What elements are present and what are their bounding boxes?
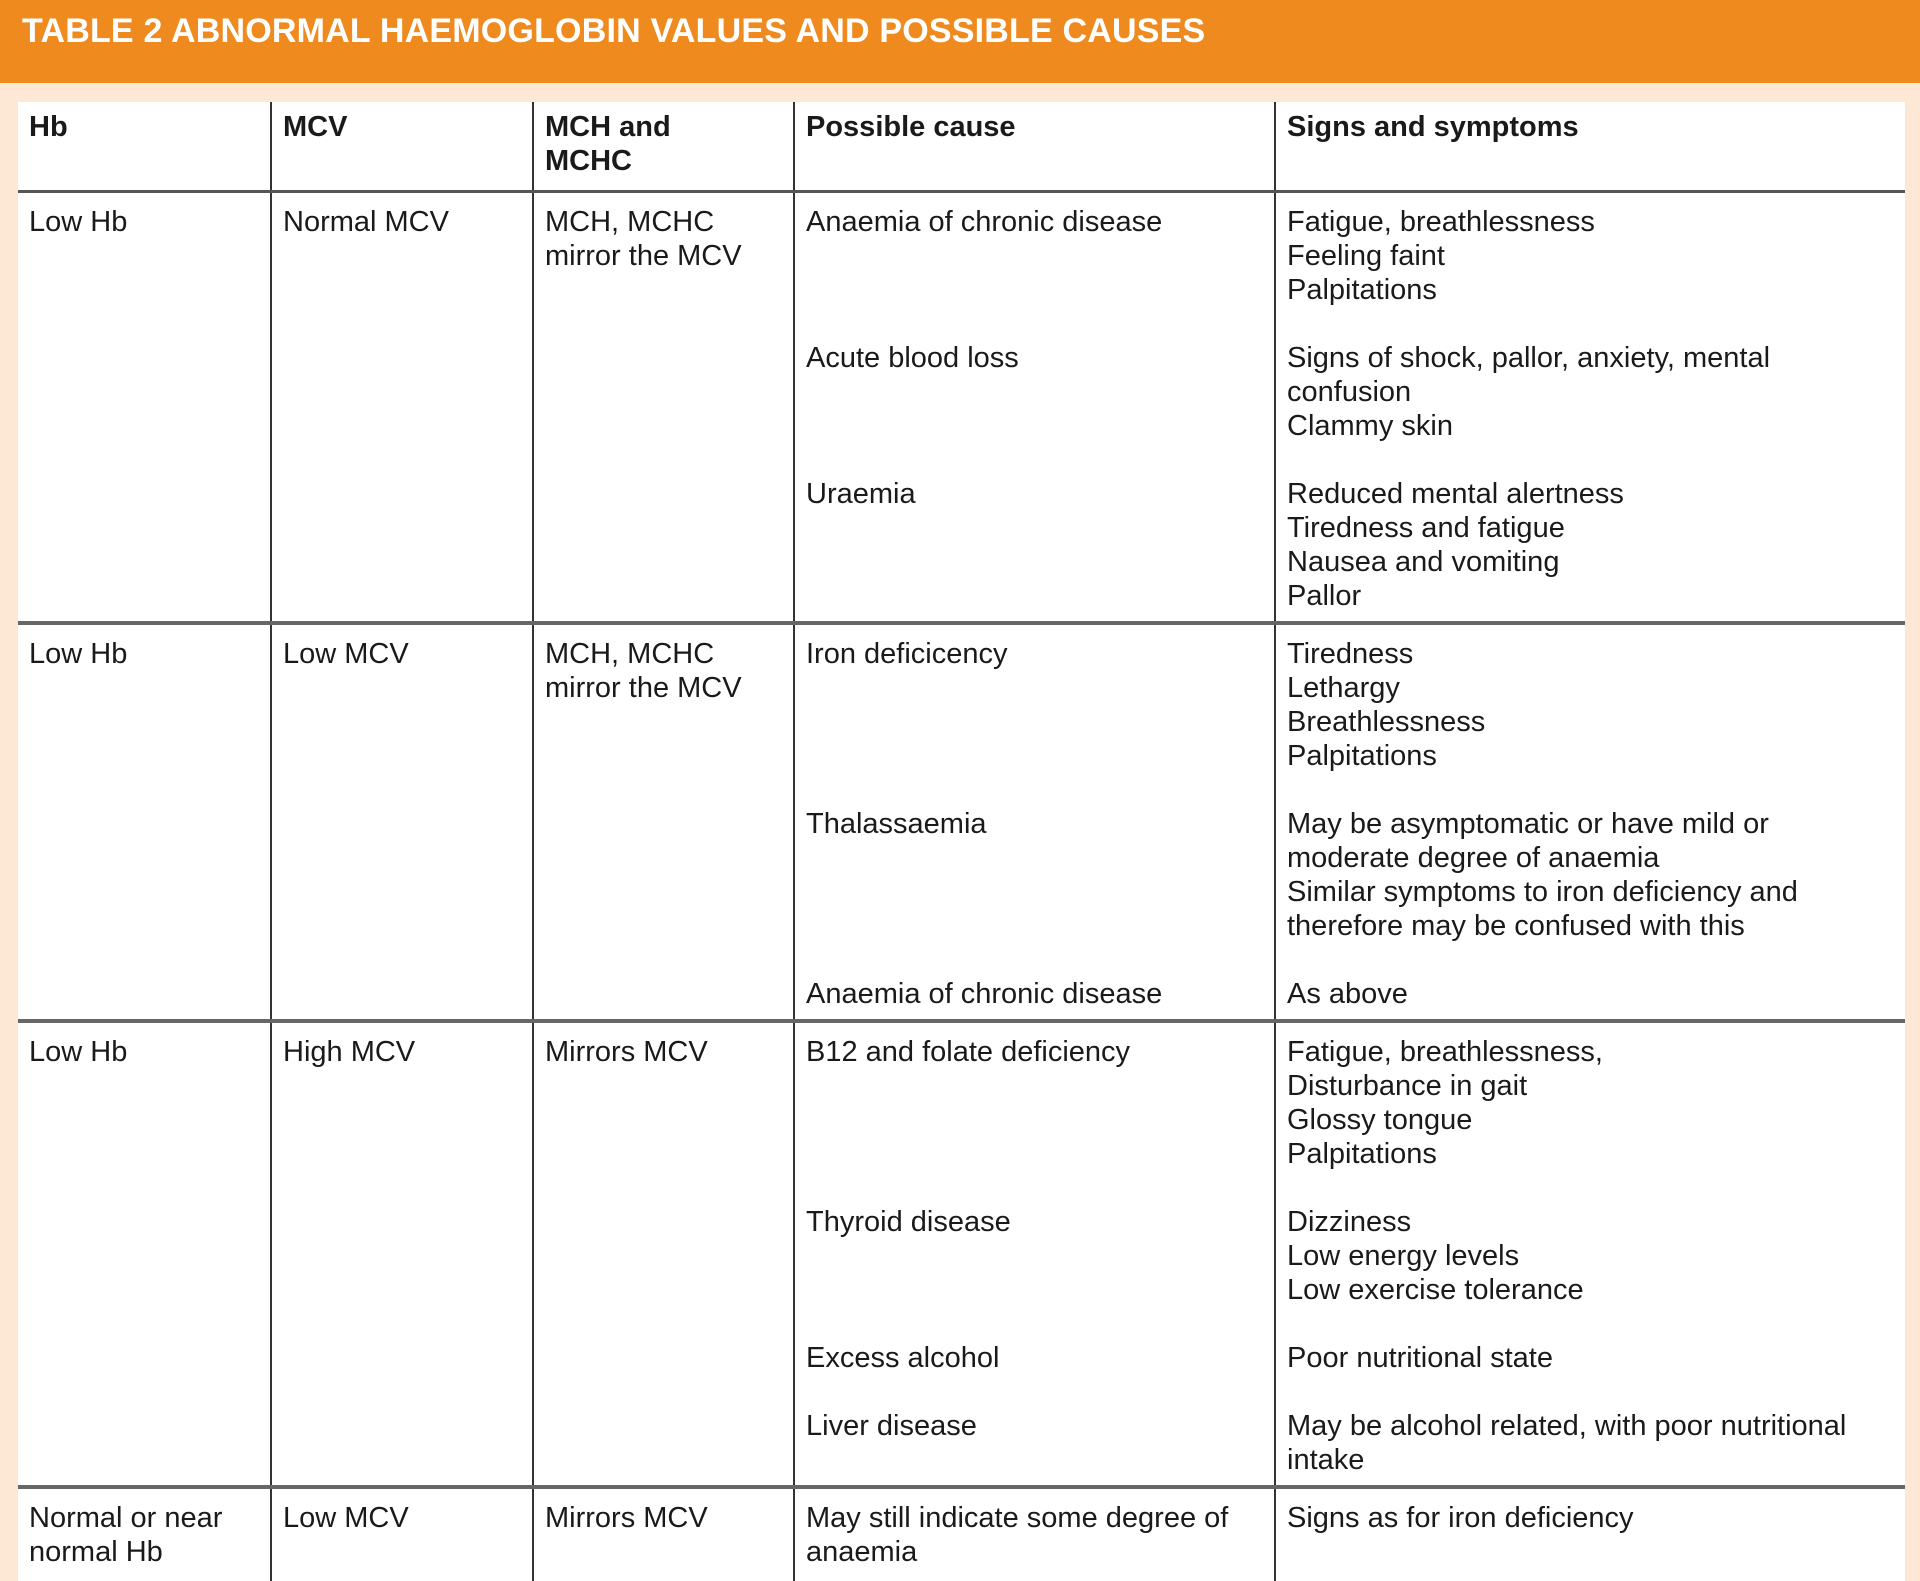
header-row (18, 102, 1905, 193)
symptom-line: Breathlessness (1287, 706, 1486, 738)
header-symptoms: Signs and symptoms (1287, 111, 1579, 143)
symptom-line: Poor nutritional state (1287, 1342, 1553, 1374)
symptoms-cell (1276, 1205, 1905, 1341)
mcv-cell: Low MCV (272, 1489, 534, 1581)
mch-cell: Mirrors MCV (534, 1489, 795, 1581)
mcv-cell: Normal MCV (272, 193, 534, 621)
header-hb: Hb (18, 102, 272, 190)
symptom-line: Palpitations (1287, 1138, 1437, 1170)
cause-entry (795, 1489, 1905, 1581)
haemoglobin-table (18, 102, 1905, 1581)
cause-cell: Uraemia (795, 477, 1276, 621)
cause-entry (795, 1205, 1905, 1341)
hb-cell: Normal or near normal Hb (18, 1489, 272, 1581)
symptom-line: Fatigue, breathlessness, (1287, 1036, 1603, 1068)
cause-entry (795, 1341, 1905, 1409)
symptoms-cell (1276, 193, 1905, 341)
symptoms-cell (1276, 625, 1905, 807)
mcv-cell: High MCV (272, 1023, 534, 1485)
symptoms-cell (1276, 1023, 1905, 1205)
cause-entry (795, 477, 1905, 621)
symptom-line: Palpitations (1287, 740, 1437, 772)
hb-cell: Low Hb (18, 193, 272, 621)
symptom-line: Tiredness (1287, 638, 1414, 670)
symptoms-cell (1276, 341, 1905, 477)
cause-cell: Liver disease (795, 1409, 1276, 1485)
symptom-line: As above (1287, 978, 1408, 1010)
symptom-line: Tiredness and fatigue (1287, 512, 1565, 544)
table-row (18, 625, 1905, 1023)
title-bar (0, 0, 1920, 83)
symptom-line: Nausea and vomiting (1287, 546, 1560, 578)
cause-cell: Iron deficicency (795, 625, 1276, 807)
header-mch: MCH and MCHC (534, 102, 795, 190)
table-title: TABLE 2 ABNORMAL HAEMOGLOBIN VALUES AND POSSIBLE CAUSES (22, 12, 1206, 50)
table-row (18, 1489, 1905, 1581)
symptom-line: Similar symptoms to iron deficiency and therefore may be confused with this (1287, 876, 1798, 942)
symptom-line: Reduced mental alertness (1287, 478, 1624, 510)
symptom-line: Signs as for iron deficiency (1287, 1502, 1634, 1534)
symptom-line: Signs of shock, pallor, anxiety, mental confusion (1287, 342, 1771, 408)
cause-entry (795, 807, 1905, 977)
cause-cell: B12 and folate deficiency (795, 1023, 1276, 1205)
cause-list (795, 625, 1905, 1019)
cause-entry (795, 1023, 1905, 1205)
cause-entry (795, 625, 1905, 807)
cause-cell: Excess alcohol (795, 1341, 1276, 1409)
symptoms-cell (1276, 1341, 1905, 1409)
table-row (18, 193, 1905, 625)
symptom-line: Glossy tongue (1287, 1104, 1473, 1136)
symptom-line: May be asymptomatic or have mild or moderate degree of anaemia (1287, 808, 1769, 874)
symptom-line: May be alcohol related, with poor nutritional intake (1287, 1410, 1847, 1476)
symptom-line: Low exercise tolerance (1287, 1274, 1584, 1306)
symptoms-cell (1276, 1409, 1905, 1485)
cause-cell: Acute blood loss (795, 341, 1276, 477)
cause-list (795, 1489, 1905, 1581)
symptoms-cell (1276, 1489, 1905, 1581)
cause-cell: Thyroid disease (795, 1205, 1276, 1341)
symptoms-cell (1276, 977, 1905, 1019)
cause-cell: Anaemia of chronic disease (795, 193, 1276, 341)
table-row (18, 1023, 1905, 1489)
mch-cell: MCH, MCHC mirror the MCV (534, 193, 795, 621)
symptom-line: Pallor (1287, 580, 1362, 612)
cause-entry (795, 193, 1905, 341)
symptom-line: Feeling faint (1287, 240, 1445, 272)
hb-cell: Low Hb (18, 1023, 272, 1485)
hb-cell: Low Hb (18, 625, 272, 1019)
cause-entry (795, 977, 1905, 1019)
symptom-line: Fatigue, breathlessness (1287, 206, 1595, 238)
mch-cell: Mirrors MCV (534, 1023, 795, 1485)
symptoms-cell (1276, 477, 1905, 621)
symptoms-cell (1276, 807, 1905, 977)
symptom-line: Dizziness (1287, 1206, 1412, 1238)
header-mcv: MCV (272, 102, 534, 190)
symptom-line: Palpitations (1287, 274, 1437, 306)
cause-entry (795, 1409, 1905, 1485)
symptom-line: Low energy levels (1287, 1240, 1520, 1272)
symptom-line: Lethargy (1287, 672, 1400, 704)
cause-cell: Anaemia of chronic disease (795, 977, 1276, 1019)
header-cause: Possible cause (795, 102, 1276, 190)
symptom-line: Clammy skin (1287, 410, 1453, 442)
cause-entry (795, 341, 1905, 477)
symptom-line: Disturbance in gait (1287, 1070, 1528, 1102)
cause-cell: Thalassaemia (795, 807, 1276, 977)
cause-list (795, 193, 1905, 621)
cause-cell: May still indicate some degree of anaemia (795, 1489, 1276, 1581)
mcv-cell: Low MCV (272, 625, 534, 1019)
cause-list (795, 1023, 1905, 1485)
mch-cell: MCH, MCHC mirror the MCV (534, 625, 795, 1019)
